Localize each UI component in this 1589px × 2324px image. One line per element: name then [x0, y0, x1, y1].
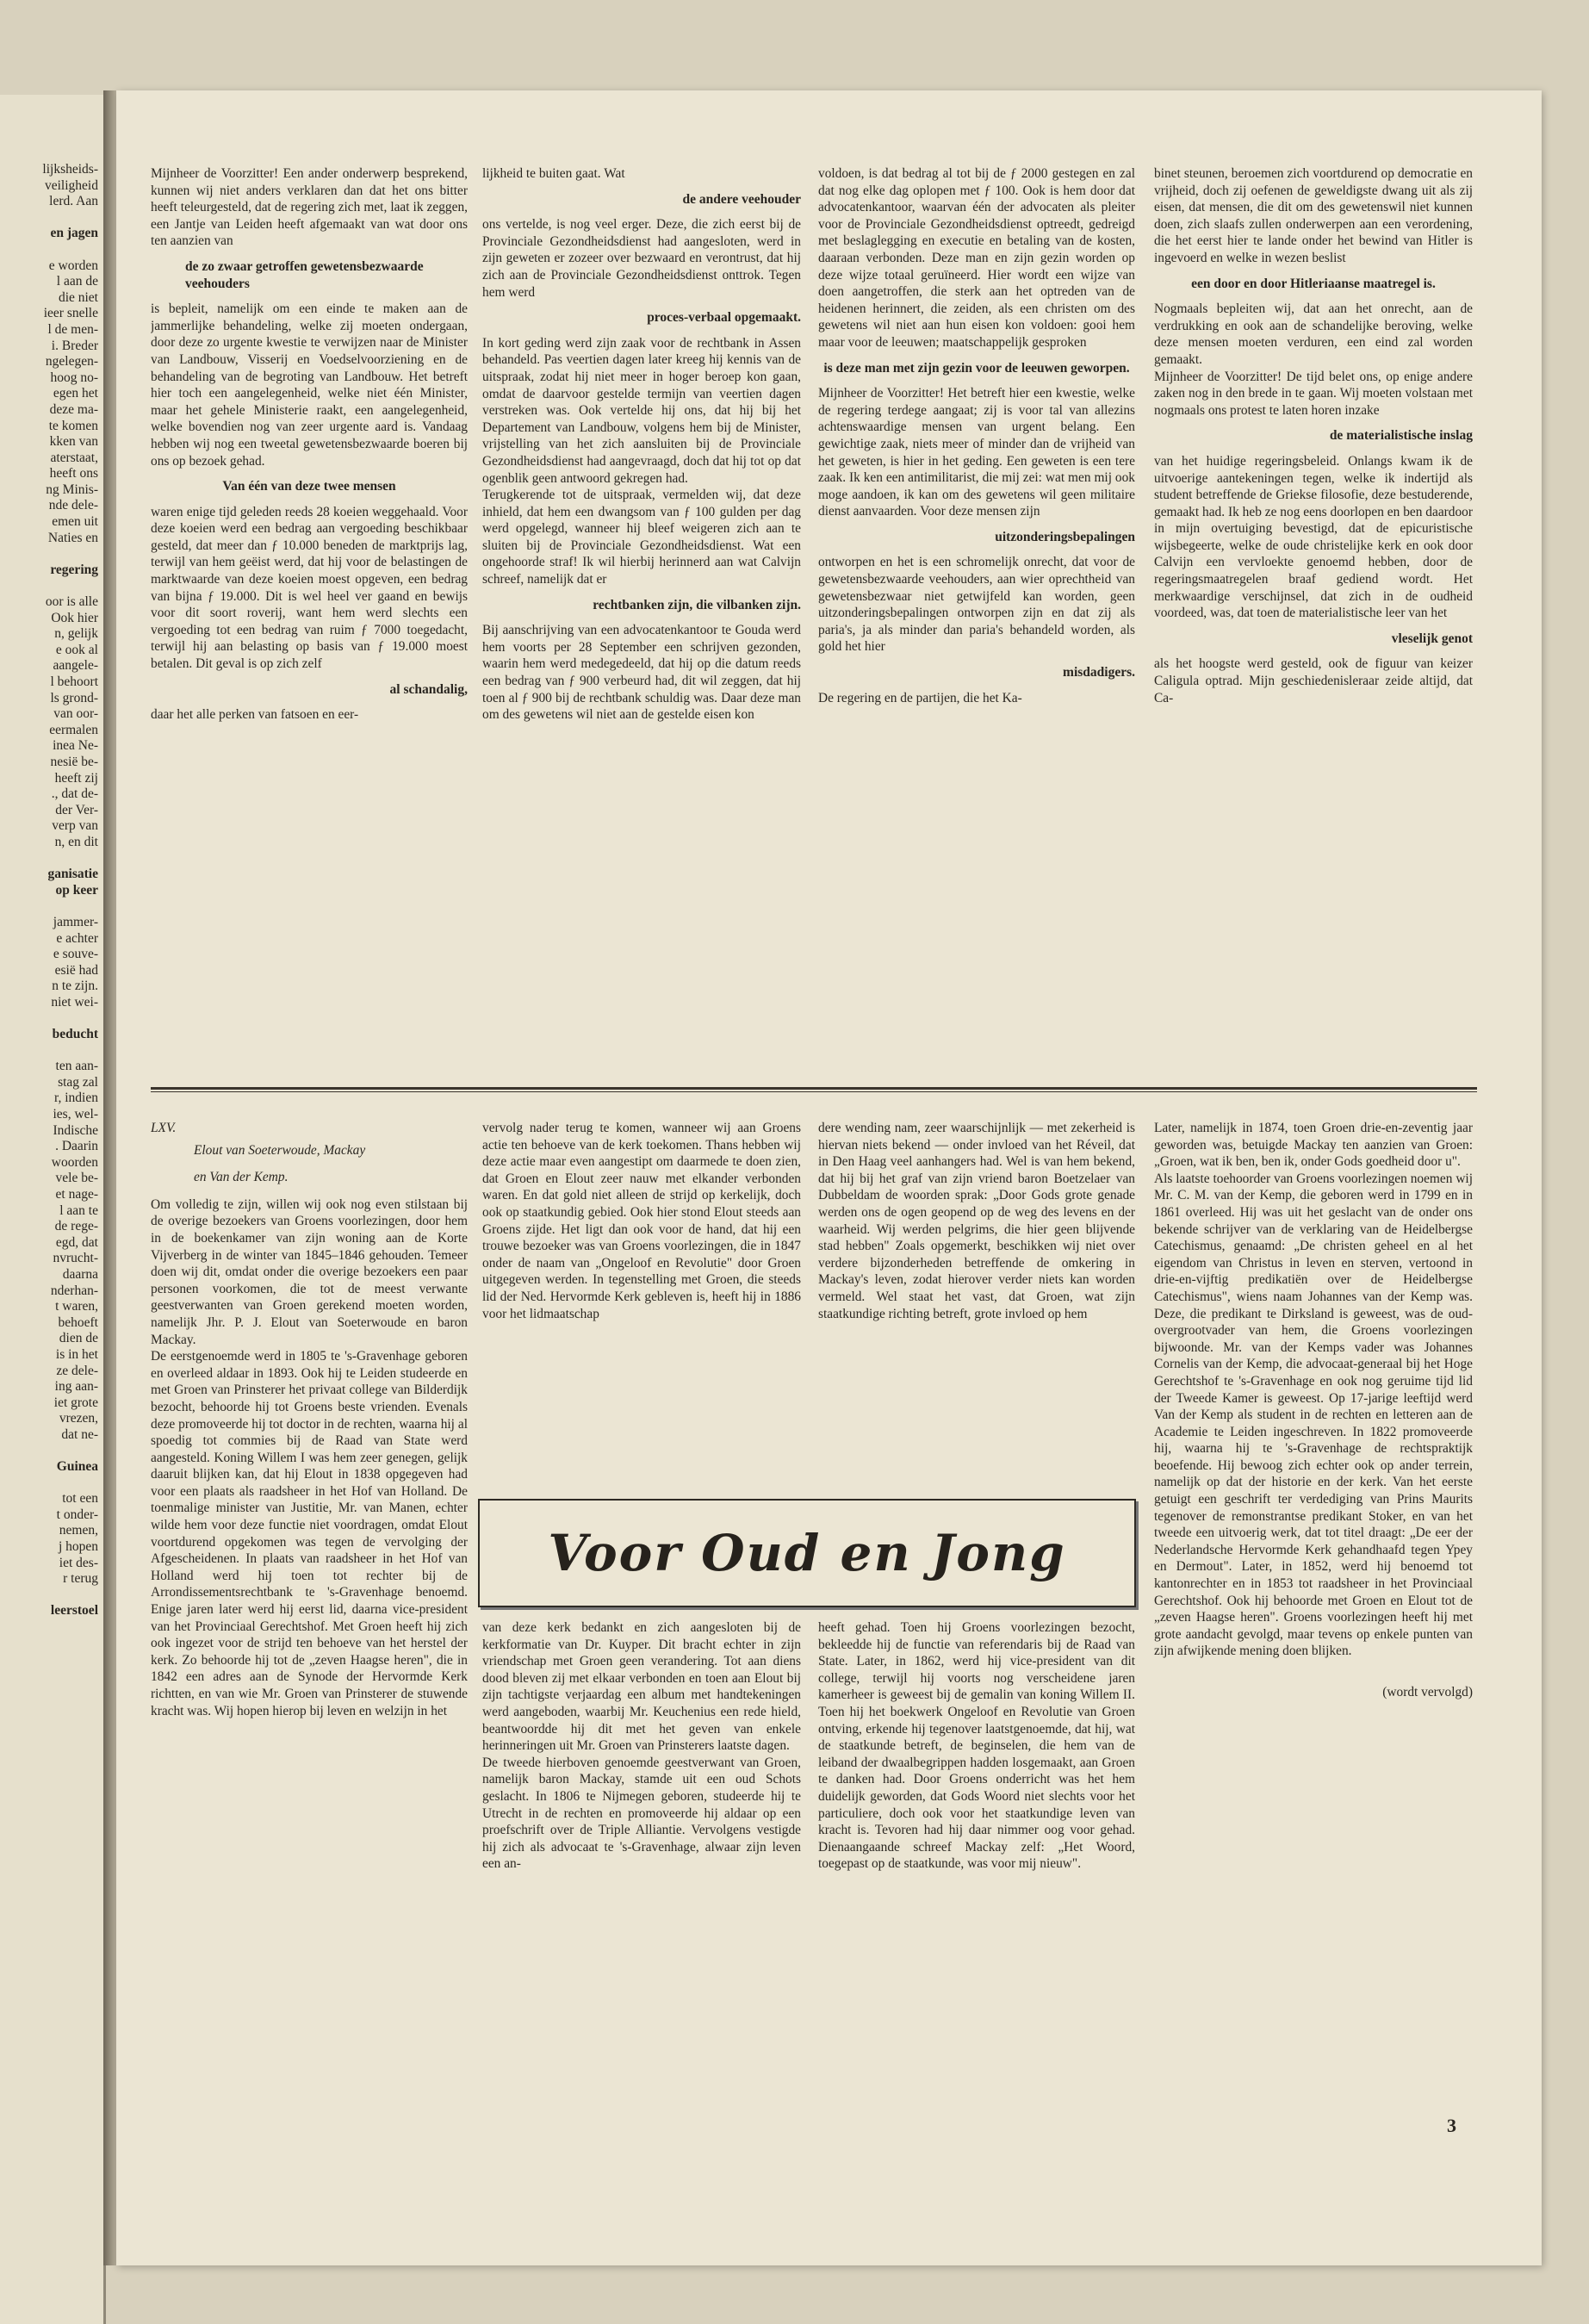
- prev-page-line: e ook al: [55, 642, 98, 657]
- prev-page-line: ieer snelle: [43, 306, 98, 321]
- prev-page-line: veiligheid: [45, 177, 98, 193]
- prev-page-line: die niet: [58, 289, 98, 305]
- prev-page-line: ganisatie: [47, 867, 98, 882]
- prev-page-line: nvrucht-: [53, 1251, 98, 1266]
- chapter-title: Elout van Soeterwoude, Mackay: [194, 1142, 366, 1158]
- prev-page-line: lijksheids-: [42, 162, 98, 177]
- prev-page-line: [0, 210, 103, 227]
- prev-page-line: n, gelijk: [54, 626, 98, 642]
- prev-page-line: inea Ne-: [53, 738, 98, 754]
- prev-page-line: l behoort: [50, 674, 98, 689]
- paragraph: Mijnheer de Voorzitter! Het betreft hier een kwestie, welke de regering terdege aangaat; zij is voor tal van allezins achtenswaardige mensen van urgent belang. Een gewichtige zaak, niets meer of minder dan de vrijheid van het geweten, is hier in het geding. Een geweten is een tere zaak. Ik ken een antimilitarist, die mij zei: wat men mij ook moge aandoen, ik kan om des gewetens wil geen militaire dienst aanvaarden. Voor deze mensen zijn: [818, 386, 1135, 519]
- paragraph: Om volledig te zijn, willen wij ook nog even stilstaan bij de overige bezoekers van Groens voorlezingen, door hem in de boekenkamer van zijn woning aan de Korte Vijverberg in de winter van 1845–1846 gehouden. Temeer doen wij dit, omdat onder die overige bezoekers een paar personen voorkomen, die tot de meest verwante geestverwanten van Groen gerekend moeten worden, namelijk Jhr. P. J. Elout van Soeterwoude en baron Mackay.: [151, 1196, 468, 1347]
- prev-page-line: n, en dit: [54, 834, 98, 849]
- serial-number: LXV.: [151, 1121, 177, 1135]
- prev-page-line: dien de: [59, 1331, 98, 1346]
- continued-note: (wordt vervolgd): [1382, 1685, 1473, 1700]
- prev-page-line: nde dele-: [48, 498, 98, 513]
- paragraph: Mijnheer de Voorzitter! Een ander onderwerp besprekend, kunnen wij niet anders verklaren dan dat het ons bitter heeft teleurgesteld, dat de regering zich met, laat ik zeggen, een Jantje van Leiden heeft afgemaakt van wat door ons ten aanzien van: [151, 166, 468, 249]
- prev-page-line: aterstaat,: [50, 450, 98, 465]
- prev-page-line: ing aan-: [54, 1379, 98, 1395]
- prev-page-line: nemen,: [59, 1523, 98, 1538]
- prev-page-line: der Ver-: [55, 802, 98, 817]
- paragraph: Nogmaals bepleiten wij, dat aan het onrecht, aan de verdrukking en ook aan de schandelijke beroving, welke deze mensen moeten verduren, een eind zal worden gemaakt.: [1154, 301, 1473, 367]
- prev-page-line: nderhan-: [50, 1283, 98, 1298]
- prev-page-line: verp van: [52, 818, 98, 834]
- subheading: een door en door Hitleriaanse maatregel is.: [1191, 276, 1436, 291]
- prev-page-line: e achter: [56, 930, 98, 946]
- prev-page-line: Naties en: [47, 530, 98, 545]
- prev-page-line: [0, 242, 103, 258]
- paragraph: van het huidige regeringsbeleid. Onlangs kwam ik de uitvoerige aantekeningen tegen, welke ik indertijd als student betreffende de Griekse filosofie, deze bestuderende, gemaakt had. Ik heb ze nog eens doorlopen en ben daardoor in mijn overtuiging bevestigd, dat de epicuristische wijsbegeerte, welke de oude christelijke kerk en ook door Calvijn een vervloekte genoemd hebben, door de regeringsmaatregelen braaf gediend wordt. Het merkwaardige verschijnsel, dat zich in de oudheid voordeed, was, dat toen de materialistische leer van het: [1154, 453, 1473, 621]
- prev-page-line: te komen: [48, 418, 98, 433]
- prev-page-line: heeft zij: [54, 770, 98, 786]
- prev-page-line: t waren,: [55, 1299, 98, 1314]
- paragraph: dere wending nam, zeer waarschijnlijk — met zekerheid is hiervan niets bekend — onder invloed van het Réveil, dat in Den Haag veel aanhangers had. Wel is van hem bekend, dat hij bij het graf van zijn vriend baron Boetzelaer van Dubbeldam de woorden sprak: „Door Gods grote genade werden ons de ogen geopend op de weg des levens en der waarheid. Wij werden pelgrims, die hier geen blijvende stad hebben" Zoals opgemerkt, beschikken wij niet over verdere bijzonderheden betreffende de omkering in Mackay's leven, zodat hierover verder niets kan worden vermeld. Wel staat het vast, dat Groen, wat zijn staatkundige richting betreft, grote invloed op hem: [818, 1121, 1135, 1321]
- prev-page-line: l aan de: [56, 274, 98, 289]
- paragraph: Mijnheer de Voorzitter! De tijd belet ons, op enige andere zaken nog in den brede in te gaan. Wij moeten volstaan met nogmaals ons protest te laten horen inzake: [1154, 369, 1473, 418]
- prev-page-line: regering: [50, 562, 98, 577]
- prev-page-line: vele be-: [55, 1171, 98, 1186]
- section-divider: [151, 1087, 1477, 1090]
- prev-page-line: aangele-: [53, 658, 98, 674]
- prev-page-line: Indische: [53, 1122, 98, 1138]
- top-column-4: [1154, 165, 1473, 1078]
- prev-page-line: Ook hier: [51, 610, 98, 625]
- subheading: de andere veehouder: [682, 191, 801, 207]
- prev-page-line: iet des-: [59, 1555, 98, 1570]
- paragraph: heeft gehad. Toen hij Groens voorlezingen bezocht, bekleedde hij de functie van referendaris bij de Raad van State. Later, in 1862, werd hij vice-president van dit college, terwijl hij voorts nog verscheidene jaren kamerheer is geweest bij de gemalin van koning Willem II. Toen hij het boekwerk Ongeloof en Revolutie van Groen ontving, erkende hij tegenover laatstgenoemde, dat hij, wat de staatkunde betreft, de beginselen, die hem van de leiband der dwaalbegrippen hadden losgemaakt, aan Groen te danken had. Door Groens onderricht was het hem duidelijk geworden, dat Gods Woord niet slechts voor het particuliere, doch ook voor het staatkundige leven van kracht is. Tevoren had hij daar nimmer oog voor gehad. Dienaangaande schreef Mackay zelf: „Het Woord, toegepast op de staatkunde, was voor mij nieuw".: [818, 1620, 1135, 1872]
- prev-page-line: behoeft: [58, 1314, 98, 1330]
- prev-page-line: dat ne-: [61, 1426, 98, 1442]
- section-banner: [478, 1499, 1136, 1607]
- paragraph: binet steunen, beroemen zich voortdurend op democratie en vrijheid, doch zij oefenen de geweldigste dwang uit als zij eisen, dat mensen, die dit om des gewetenswil niet kunnen doen, zich slaafs zullen onderwerpen aan een verordening, die het eerst hier te lande onder het bewind van Hitler is ingevoerd en welke in wezen beslist: [1154, 166, 1473, 265]
- prev-page-line: ten aan-: [55, 1059, 98, 1074]
- prev-page-line: kken van: [49, 434, 98, 450]
- prev-page-line: [0, 851, 103, 867]
- subheading: proces-verbaal opgemaakt.: [647, 310, 801, 326]
- subheading: de zo zwaar getroffen gewetensbezwaarde veehouders: [185, 258, 424, 291]
- paragraph: waren enige tijd geleden reeds 28 koeien weggehaald. Voor deze koeien werd een bedrag aan vergoeding beschikbaar gesteld, dat meer dan ƒ 10.000 beneden de marktprijs lag, terwijl van hem geëist werd, dat hij voor de belastingen de marktwaarde van deze koeien moest opgeven, een bedrag van bijna ƒ 19.000. Dit is wel heel ver gaand en bewijs voor dit soort roverij, want hem werd slechts een vergoeding tot een bedrag van ruim ƒ 7000 toegedacht, terwijl hij aan belasting op basis van ƒ 19.000 moest betalen. Dit geval is op zich zelf: [151, 504, 468, 672]
- paragraph: De regering en de partijen, die het Ka-: [818, 690, 1022, 705]
- prev-page-line: j hopen: [58, 1539, 98, 1555]
- paragraph: vervolg nader terug te komen, wanneer wij aan Groens actie ten behoeve van de kerk toekomen. Thans hebben wij deze actie maar even aangestipt om daarmede te doen zien, dat Groen en Elout zeer nauw met elkander verbonden waren. En dat gold niet alleen de strijd op kerkelijk, doch ook op staatkundig gebied. Ook hier stond Elout steeds aan Groens zijde. Het ligt dan ook voor de hand, dat hij een trouwe bezoeker was van Groens voorlezingen, die in 1847 onder de naam van „Ongeloof en Revolutie" door Groen uitgegeven werden. In tegenstelling met Groen, die steeds lid der Ned. Hervormde Kerk gebleven is, heeft hij in 1886 voor het lidmaatschap: [482, 1121, 801, 1321]
- paragraph: De tweede hierboven genoemde geestverwant van Groen, namelijk baron Mackay, stamde uit een oud Schots geslacht. In 1806 te Nijmegen geboren, studeerde hij te Utrecht in de rechten en promoveerde hij aldaar op een proefschrift over de Triple Alliantie. Vervolgens vestigde hij zich als advocaat te 's-Gravenhage, alwaar zijn leven een an-: [482, 1755, 801, 1872]
- subheading: uitzonderingsbepalingen: [995, 529, 1135, 544]
- subheading: vleselijk genot: [1391, 631, 1473, 646]
- prev-page-line: [0, 1588, 103, 1604]
- subheading: is deze man met zijn gezin voor de leeuwen geworpen.: [823, 360, 1130, 376]
- bottom-column-1: [151, 1120, 468, 2102]
- subheading: de materialistische inslag: [1329, 428, 1473, 444]
- prev-page-line: et nage-: [55, 1187, 98, 1202]
- top-column-1: [151, 165, 468, 1078]
- prev-page-line: esië had: [54, 962, 98, 978]
- prev-page-line: lerd. Aan: [49, 194, 98, 209]
- bottom-column-3-upper: [818, 1120, 1135, 1482]
- prev-page-line: e souve-: [53, 947, 98, 962]
- prev-page-line: op keer: [55, 882, 98, 898]
- prev-page-line: beducht: [52, 1027, 98, 1042]
- prev-page-line: iet grote: [53, 1395, 98, 1410]
- subheading: misdadigers.: [1063, 665, 1135, 680]
- paragraph: In kort geding werd zijn zaak voor de rechtbank in Assen behandeld. Pas veertien dagen later kreeg hij kennis van de uitspraak, zodat hij niet meer in hoger beroep kon gaan, omdat de daarvoor gestelde termijn van veertien dagen verstreken was. Ook vertelde hij ons, dat hij bij het Departement van Landbouw, volgens hem bij de Minister, vrijstelling van het zich aansluiten bij de Provinciale Gezondheidsdienst had aangevraagd, doch dat hij tot op dat ogenblik geen antwoord gekregen had.: [482, 335, 801, 486]
- prev-page-line: [0, 1010, 103, 1027]
- prev-page-line: ., dat de-: [51, 786, 98, 802]
- paragraph: Als laatste toehoorder van Groens voorlezingen noemen wij Mr. C. M. van der Kemp, die geboren werd in 1799 en in 1861 overleed. Hij was uit het geslacht van de onder ons bekende schrijver van de verklaring van de Heidelbergse Catechismus, genaamd: „De christen geheel en al het eigendom van Christus in leven en sterven, vertoond in drie-en-vijftig predikatiën over de Heidelbergse Catechismus", wiens naam Johannes van der Kemp was. Deze, die predikant te Dirksland is geweest, was de oud-overgrootvader van hem, die Groens voorlezingen bijwoonde. Mr. van der Kemps vader was Johannes Cornelis van der Kemp, die advocaat-generaal bij het Hoge Gerechtshof te 's-Gravenhage en ook nog geruime tijd lid der Tweede Kamer is geweest. Op 17-jarige leeftijd werd Van der Kemp als student in de rechten en letteren aan de Academie te Leiden ingeschreven. In 1822 promoveerde hij, waarna hij te 's-Gravenhage de rechtspraktijk beoefende. Hij bewoog zich echter ook op ander terrein, namelijk op dat der historie en der kerk. Van het eerste getuigt een geschrift ter verdediging van Prins Maurits tegenover de remonstrantse predikant Stoker, en van het tweede een uitvoerig werk, dat tot titel draagt: „De eer der Nederlandsche Hervormde Kerk gehandhaafd tegen Ypey en Dermout". Later, in 1852, werd hij benoemd tot kantonrechter en in 1853 tot raadsheer in het Provinciaal Gerechtshof. Ook hij behoorde met Groen en Elout tot de „zeven Haagse heren". Groens voorlezingen heeft hij met grote aandacht gevolgd, maar tevens op enkele punten van zijn afwijkende mening doen blijken.: [1154, 1171, 1473, 1659]
- prev-page-line: e worden: [48, 258, 98, 273]
- paragraph: lijkheid te buiten gaat. Wat: [482, 166, 625, 181]
- paragraph: is bepleit, namelijk om een einde te maken aan de jammerlijke behandeling, welke zij moeten ondergaan, door deze zo urgente kwestie te verwijzen naar de Minister van Landbouw, Visserij en Voedselvoorziening en de behandeling van de begroting van Landbouw. Het betreft hier toch een aangelegenheid, welke niet één Minister, maar het gehele Ministerie raakt, een aangelegenheid, welke bovendien nog van zeer urgente aard is. Vandaag hebben wij nog een tweetal gewetensbezwaarde boeren bij ons op bezoek gehad.: [151, 301, 468, 469]
- prev-page-line: ls grond-: [50, 690, 98, 705]
- prev-page-line: [0, 1444, 103, 1460]
- prev-page-line: [0, 1043, 103, 1059]
- prev-page-line: l aan te: [59, 1202, 98, 1218]
- page-number: 3: [1447, 2115, 1456, 2136]
- chapter-title: en Van der Kemp.: [194, 1170, 289, 1185]
- prev-page-line: ies, wel-: [53, 1107, 98, 1122]
- subheading: rechtbanken zijn, die vilbanken zijn.: [593, 597, 801, 612]
- prev-page-line: ngelegen-: [45, 354, 98, 370]
- paragraph: van deze kerk bedankt en zich aangesloten bij de kerkformatie van Dr. Kuyper. Dit bracht echter in zijn vriendschap met Groen geen verandering. Tot aan diens dood bleven zij met elkaar verbonden en toen aan Elout bij zijn tachtigste verjaardag een album met handtekeningen werd aangeboden, waarbij Mr. Keuchenius een rede hield, beantwoordde hij dit met het geven van enkele herinneringen uit Mr. Groen van Prinsterers laatste dagen.: [482, 1620, 801, 1754]
- paragraph: Terugkerende tot de uitspraak, vermelden wij, dat deze inhield, dat hem een dwangsom van ƒ 100 gulden per dag werd opgelegd, wanneer hij bleef weigeren zich aan te sluiten bij de Provinciale Gezondheidsdienst. Wat een ongehoorde straf! Ik wil hierbij herinnerd aan wat Calvijn schreef, namelijk dat er: [482, 488, 801, 587]
- bottom-column-2-lower: [482, 1619, 801, 2102]
- prev-page-line: . Daarin: [55, 1139, 98, 1154]
- prev-page-line: is in het: [55, 1346, 98, 1362]
- prev-page-line: egen het: [53, 386, 98, 401]
- prev-page-line: hoog no-: [50, 370, 98, 385]
- top-column-2: [482, 165, 801, 1078]
- prev-page-line: daarna: [62, 1266, 98, 1282]
- prev-page-line: [0, 898, 103, 915]
- paragraph: Later, namelijk in 1874, toen Groen drie-en-zeventig jaar geworden was, betuigde Mackay ten aanzien van Groen: „Groen, wat ik ben, ben ik, onder Gods goedheid door u".: [1154, 1121, 1473, 1170]
- prev-page-line: woorden: [51, 1154, 98, 1170]
- bottom-column-2-upper: [482, 1120, 801, 1482]
- top-column-3: [818, 165, 1135, 1078]
- prev-page-line: de rege-: [54, 1219, 98, 1234]
- prev-page-line: r, indien: [53, 1091, 98, 1106]
- section-divider-thin: [151, 1091, 1477, 1092]
- prev-page-line: en jagen: [50, 226, 98, 241]
- prev-page-line: ze dele-: [56, 1363, 98, 1378]
- prev-page-line: ng Minis-: [46, 482, 98, 497]
- paragraph: ons vertelde, is nog veel erger. Deze, die zich eerst bij de Provinciale Gezondheidsdienst had aangesloten, werd in zijn geweten er zozeer over bezwaard en verontrust, dat hij zich aan de Provinciale Gezondheidsdienst onttrok. Tegen hem werd: [482, 217, 801, 300]
- paragraph: als het hoogste werd gesteld, ook de figuur van keizer Caligula optrad. Mijn geschiedenisleraar zeide altijd, dat Ca-: [1154, 656, 1473, 705]
- prev-page-line: n te zijn.: [52, 979, 98, 994]
- prev-page-line: [0, 578, 103, 594]
- prev-page-line: i. Breder: [51, 338, 98, 353]
- prev-page-line: leerstoel: [50, 1603, 98, 1619]
- prev-page-line: tot een: [62, 1491, 98, 1507]
- paragraph: daar het alle perken van fatsoen en eer-: [151, 707, 359, 723]
- prev-page-line: emen uit: [52, 514, 98, 530]
- banner-title: Voor Oud en Jong: [548, 1524, 1066, 1582]
- bottom-column-3-lower: [818, 1619, 1135, 2102]
- prev-page-line: oor is alle: [45, 594, 98, 610]
- prev-page-line: niet wei-: [51, 994, 98, 1010]
- prev-page-line: Guinea: [56, 1459, 98, 1475]
- prev-page-line: eermalen: [49, 722, 98, 737]
- prev-page-line: [0, 546, 103, 562]
- prev-page-line: nesië be-: [50, 754, 98, 769]
- subheading: Van één van deze twee mensen: [222, 479, 396, 494]
- bottom-column-4: [1154, 1120, 1473, 2102]
- prev-page-line: egd, dat: [55, 1234, 98, 1250]
- prev-page-line: l de men-: [47, 321, 98, 337]
- paragraph: ontworpen en het is een schromelijk onrecht, dat voor de gewetensbezwaarde veehouders, aan wier oprechtheid van gewetensbezwaar niet getwijfeld kan worden, geen uitzonderingsbepalingen ontworpen zijn en dat zij als paria's, ja als minder dan paria's behandeld worden, als gold het hier: [818, 555, 1135, 655]
- prev-page-line: deze ma-: [49, 401, 98, 417]
- previous-page-edge: [0, 95, 106, 2324]
- book-spine: [103, 90, 116, 2265]
- prev-page-line: t onder-: [56, 1507, 98, 1522]
- paragraph: voldoen, is dat bedrag al tot bij de ƒ 2000 gestegen en zal dat nog elke dag oplopen met ƒ 100. Ook is hem door dat advocatenkantoor, waarvan één der advocaten als pleiter voor de Provinciale Gezondheidsdienst optreedt, gedreigd met beslaglegging en executie en betaling van de kosten, daaraan verbonden. Deze man en zijn gezin worden op deze wijze totaal geruïneerd. Hier wordt een wijze van doen aangetroffen, die sterk aan het optreden van de heidenen herinnert, die zeiden, als een christen om des gewetens wil niet aan hun eisen kon voldoen: gooi hem maar voor de leeuwen; maatschappelijk gesproken: [818, 166, 1135, 350]
- subheading: al schandalig,: [389, 681, 468, 697]
- prev-page-line: heeft ons: [49, 466, 98, 482]
- prev-page-line: r terug: [63, 1571, 98, 1587]
- prev-page-line: jammer-: [53, 914, 98, 929]
- prev-page-line: van oor-: [53, 706, 98, 722]
- paragraph: Bij aanschrijving van een advocatenkantoor te Gouda werd hem voorts per 28 September een schrijven gezonden, waarin hem werd medegedeeld, dat hij op die datum reeds een bedrag van ƒ 900 verbeurd had, dit wil zeggen, dat hij toen al ƒ 900 bij de rechtbank schuldig was. Daar deze man om des gewetens wil niet aan de gestelde eisen kon: [482, 623, 801, 723]
- paragraph: De eerstgenoemde werd in 1805 te 's-Gravenhage geboren en overleed aldaar in 1893. Ook hij te Leiden studeerde en met Groen van Prinsterer het privaat college van Bilderdijk bezocht, behoorde hij tot Groens beste vrienden. Evenals deze promoveerde hij tot doctor in de rechten, waarna hij al spoedig tot commies bij de Raad van State werd aangesteld. Koning Willem I was hem zeer genegen, gelijk daaruit blijken kan, dat hij Elout in 1838 opgegeven had voor een plaats als raadsheer in het Hof van Holland. De toenmalige minister van Justitie, Mr. van Manen, echter wilde hem voor deze functie niet voordragen, omdat Elout voortdurend opgekomen was tegen de vervolging der Afgescheidenen. In plaats van raadsheer in het Hof van Holland werd hij toen tot rechter bij de Arrondissementsrechtbank te 's-Gravenhage benoemd. Enige jaren later werd hij eerst lid, daarna vice-president van het Provinciaal Gerechtshof. Met Groen heeft hij zich ook ingezet voor de strijd ten behoeve van het herstel der kerk. Zo behoorde hij tot de „zeven Haagse heren", die in 1842 een adres aan de Synode der Hervormde Kerk richtten, en van wie Mr. Groen van Prinsterer de stuwende kracht was. Wij hopen hierop bij leven en welzijn in het: [151, 1349, 468, 1718]
- prev-page-line: vrezen,: [59, 1411, 98, 1426]
- prev-page-line: stag zal: [58, 1074, 98, 1090]
- prev-page-line: [0, 1476, 103, 1492]
